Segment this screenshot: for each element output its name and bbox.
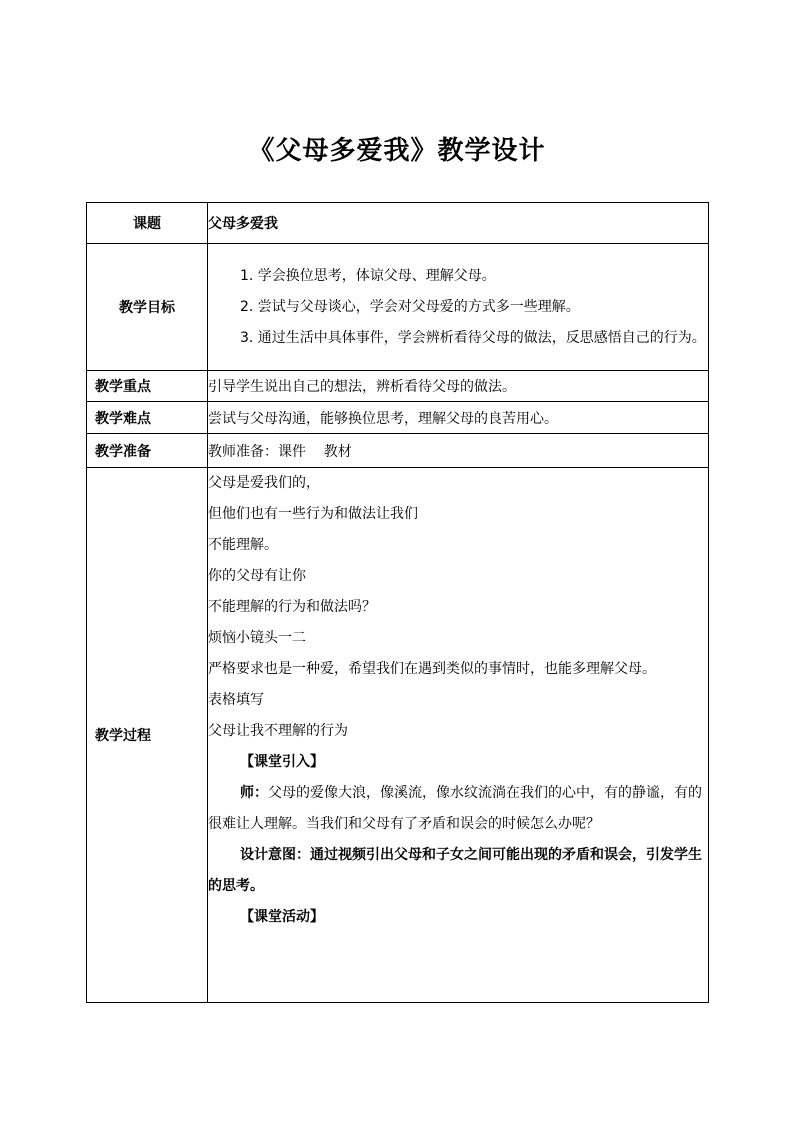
process-line: 烦恼小镜头一二 xyxy=(208,630,306,646)
objective-item: 1. 学会换位思考，体谅父母、理解父母。 xyxy=(240,267,496,284)
page-title: 《父母多爱我》教学设计 xyxy=(248,136,546,166)
teacher-text: 父母的爱像大浪，像溪流，像水纹流淌在我们的心中，有的静谧，有的很难让人理解。当我们和父母有了矛盾和误会的时候怎么办呢？ xyxy=(208,785,702,832)
preparation-value: 教师准备：课件 教材 xyxy=(208,434,709,468)
table-row-process xyxy=(87,468,709,1003)
topic-label: 课题 xyxy=(87,203,208,244)
topic-value: 父母多爱我 xyxy=(208,203,709,244)
lesson-plan-table xyxy=(86,202,709,1003)
objective-item: 2. 尝试与父母谈心，学会对父母爱的方式多一些理解。 xyxy=(240,298,580,315)
process-line: 表格填写 xyxy=(208,692,264,708)
objectives-list xyxy=(208,244,709,371)
preparation-label: 教学准备 xyxy=(87,434,208,468)
teacher-paragraph xyxy=(208,778,708,840)
process-line: 不能理解。 xyxy=(208,537,278,553)
objective-item: 3. 通过生活中具体事件，学会辨析看待父母的做法，反思感悟自己的行为。 xyxy=(240,329,706,346)
process-line: 父母是爱我们的， xyxy=(208,475,320,491)
process-content xyxy=(208,468,709,1003)
table-row-key-point xyxy=(87,371,709,402)
process-line: 不能理解的行为和做法吗？ xyxy=(208,599,376,615)
process-line: 你的父母有让你 xyxy=(208,568,306,584)
intro-heading: 【课堂引入】 xyxy=(240,754,324,770)
teacher-label: 师： xyxy=(240,785,268,801)
difficulty-value: 尝试与父母沟通，能够换位思考，理解父母的良苦用心。 xyxy=(208,402,709,434)
design-intent: 设计意图：通过视频引出父母和子女之间可能出现的矛盾和误会，引发学生的思考。 xyxy=(208,847,702,894)
objectives-label: 教学目标 xyxy=(87,244,208,371)
table-row-topic xyxy=(87,203,709,244)
table-row-objectives xyxy=(87,244,709,371)
key-point-label: 教学重点 xyxy=(87,371,208,402)
process-label: 教学过程 xyxy=(87,468,208,1003)
table-row-difficulty xyxy=(87,402,709,434)
process-line: 严格要求也是一种爱，希望我们在遇到类似的事情时，也能多理解父母。 xyxy=(208,661,656,677)
difficulty-label: 教学难点 xyxy=(87,402,208,434)
table-row-preparation xyxy=(87,434,709,468)
process-line: 但他们也有一些行为和做法让我们 xyxy=(208,506,418,522)
activity-heading: 【课堂活动】 xyxy=(240,909,324,925)
process-line: 父母让我不理解的行为 xyxy=(208,723,348,739)
key-point-value: 引导学生说出自己的想法，辨析看待父母的做法。 xyxy=(208,371,709,402)
